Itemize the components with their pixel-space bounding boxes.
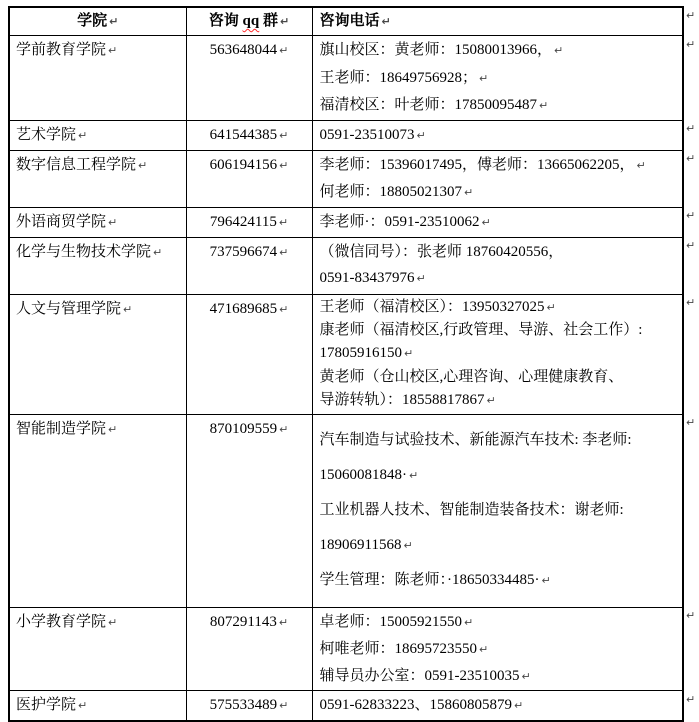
phone-line-text: 0591-23510073 [319,126,415,143]
college-cell [9,150,186,207]
phone-line-text: 黄老师（仓山校区,心理咨询、心理健康教育、 [319,368,624,385]
college-name: 外语商贸学院 [16,213,107,230]
return-mark-icon: ↵ [464,186,474,199]
qq-group-cell [186,414,312,607]
phone-line [320,92,681,120]
phone-line [320,152,681,180]
phone-cell [312,414,683,607]
return-mark-icon: ↵ [521,670,531,684]
phone-cell [312,237,683,294]
row-end-mark-icon: ↵ [686,416,696,429]
return-mark-icon: ↵ [403,538,413,552]
return-mark-icon: ↵ [486,394,496,408]
return-mark-icon: ↵ [404,347,414,361]
college-name: 艺术学院 [16,126,77,143]
table-row [9,150,683,207]
row-end-mark-icon: ↵ [686,296,696,309]
return-mark-icon: ↵ [514,699,524,713]
row-end-mark-icon: ↵ [686,122,696,135]
return-mark-icon: ↵ [464,615,474,629]
college-name: 智能制造学院 [16,420,107,437]
header-qq-group [186,7,312,36]
phone-line [320,423,681,458]
table-row [9,414,683,607]
phone-line [320,389,681,412]
header-qq-suffix: 群 [259,13,278,29]
row-end-mark-icon: ↵ [686,209,696,222]
header-row [9,7,683,36]
qq-number: 641544385 [209,126,278,143]
phone-cell [312,607,683,691]
return-mark-icon: ↵ [109,15,119,28]
college-name: 医护学院 [16,697,77,714]
college-name: 小学教育学院 [16,613,107,630]
qq-group-cell [186,207,312,237]
qq-number: 807291143 [209,613,277,630]
header-phone [312,7,683,36]
contact-table [8,6,684,722]
return-mark-icon: ↵ [279,245,289,259]
phone-cell [312,207,683,237]
phone-line-text: 康老师（福清校区,行政管理、导游、社会工作）: [319,321,643,338]
table-row [9,36,683,121]
table-row [9,120,683,150]
college-name: 数字信息工程学院 [16,156,137,173]
college-cell [9,294,186,414]
phone-line [320,239,681,266]
return-mark-icon: ↵ [381,15,391,28]
college-cell [9,36,186,121]
phone-line [320,563,681,598]
college-name: 学前教育学院 [16,42,107,58]
phone-line [320,528,681,563]
return-mark-icon: ↵ [541,573,551,587]
phone-line [320,493,681,528]
phone-line [320,65,681,93]
college-name: 人文与管理学院 [16,300,122,317]
table-row [9,691,683,721]
qq-group-cell [186,691,312,721]
phone-line [320,366,681,389]
row-end-mark-icon: ↵ [686,693,696,706]
phone-cell [312,120,683,150]
phone-cell [312,150,683,207]
phone-line-text: 旗山校区：黄老师：15080013966， [319,42,553,58]
college-cell [9,207,186,237]
return-mark-icon: ↵ [278,615,289,629]
return-mark-icon: ↵ [108,215,118,229]
phone-line-text: （微信同号）：张老师 18760420556， [319,243,564,260]
phone-line-text: 卓老师：15005921550 [319,613,463,630]
return-mark-icon: ↵ [108,615,118,629]
table-row [9,207,683,237]
header-phone-label: 咨询电话 [319,13,380,29]
phone-line [320,179,681,207]
phone-line-text: 工业机器人技术、智能制造装备技术：谢老师: [319,501,624,518]
phone-line [320,296,681,319]
college-cell [9,414,186,607]
return-mark-icon: ↵ [280,15,290,28]
return-mark-icon: ↵ [481,215,491,229]
phone-line-text: 李老师：15396017495，傅老师：13665062205， [319,156,635,173]
college-cell [9,607,186,691]
header-qq-prefix: 咨询 [208,13,243,29]
phone-line [320,122,681,150]
table-body [9,36,683,721]
phone-line-text: 18906911568 [319,536,402,553]
college-cell [9,120,186,150]
return-mark-icon: ↵ [279,422,289,436]
qq-number: 563648044 [209,42,278,58]
phone-line [320,692,681,720]
return-mark-icon: ↵ [279,128,289,142]
phone-cell [312,294,683,414]
phone-line-text: 学生管理：陈老师：·18650334485· [319,571,540,588]
row-end-mark-icon: ↵ [686,152,696,165]
phone-line [320,458,681,493]
return-mark-icon: ↵ [278,215,289,229]
qq-group-cell [186,36,312,121]
row-end-mark-icon: ↵ [686,38,696,51]
header-college-label: 学院 [77,13,108,29]
header-qq-misspelled: qq [242,13,260,29]
college-name: 化学与生物技术学院 [16,243,152,260]
return-mark-icon: ↵ [416,128,426,142]
row-end-mark-icon: ↵ [686,239,696,252]
return-mark-icon: ↵ [279,302,289,316]
return-mark-icon: ↵ [479,642,489,656]
return-mark-icon: ↵ [108,422,118,436]
phone-line-text: 0591-83437976 [319,270,415,286]
return-mark-icon: ↵ [546,300,556,314]
phone-line-text: 王老师（福清校区）：13950327025 [319,298,545,315]
return-mark-icon: ↵ [554,44,564,57]
return-mark-icon: ↵ [409,468,419,482]
phone-line [320,37,681,65]
qq-group-cell [186,237,312,294]
return-mark-icon: ↵ [279,158,289,172]
header-college [9,7,186,36]
return-mark-icon: ↵ [138,158,148,172]
qq-number: 870109559 [209,420,278,437]
return-mark-icon: ↵ [108,44,118,57]
qq-number: 737596674 [209,243,278,260]
phone-line [320,265,681,293]
qq-number: 606194156 [209,156,278,173]
qq-group-cell [186,294,312,414]
table-row [9,607,683,691]
qq-number: 471689685 [209,300,278,317]
return-mark-icon: ↵ [78,128,88,142]
phone-line-text: 李老师·：0591-23510062 [319,213,480,230]
college-cell [9,237,186,294]
return-mark-icon: ↵ [78,699,88,713]
table-row [9,294,683,414]
phone-line-text: 王老师：18649756928； [319,69,478,86]
phone-line-text: 17805916150 [319,345,402,362]
phone-line-text: 汽车制造与试验技术、新能源汽车技术: 李老师: [319,431,632,448]
phone-line-text: 0591-62833223、15860805879 [319,697,512,714]
qq-number: 575533489 [209,697,278,714]
qq-group-cell [186,607,312,691]
phone-line [320,342,681,365]
phone-line [320,209,681,237]
college-cell [9,691,186,721]
phone-line [320,609,681,636]
phone-cell [312,691,683,721]
row-end-mark-icon: ↵ [686,9,696,22]
return-mark-icon: ↵ [123,302,133,316]
phone-line-text: 福清校区：叶老师：17850095487 [319,97,538,113]
phone-line-text: 辅导员办公室：0591-23510035 [319,668,520,685]
document-page [8,6,696,722]
phone-cell [312,36,683,121]
phone-line-text: 何老师：18805021307 [319,184,463,200]
phone-line-text: 导游转轨）：18558817867 [319,392,485,409]
return-mark-icon: ↵ [279,44,289,57]
return-mark-icon: ↵ [153,245,163,259]
row-end-mark-icon: ↵ [686,609,696,622]
qq-number: 796424115 [209,213,277,230]
phone-line-text: 15060081848· [319,466,407,483]
qq-group-cell [186,120,312,150]
return-mark-icon: ↵ [416,272,426,285]
phone-line [320,319,681,342]
qq-group-cell [186,150,312,207]
return-mark-icon: ↵ [636,158,646,172]
phone-line [320,636,681,663]
phone-line-text: 柯唯老师：18695723550 [319,640,478,657]
return-mark-icon: ↵ [479,71,489,85]
phone-line [320,663,681,690]
table-row [9,237,683,294]
return-mark-icon: ↵ [279,699,289,713]
return-mark-icon: ↵ [539,99,549,112]
